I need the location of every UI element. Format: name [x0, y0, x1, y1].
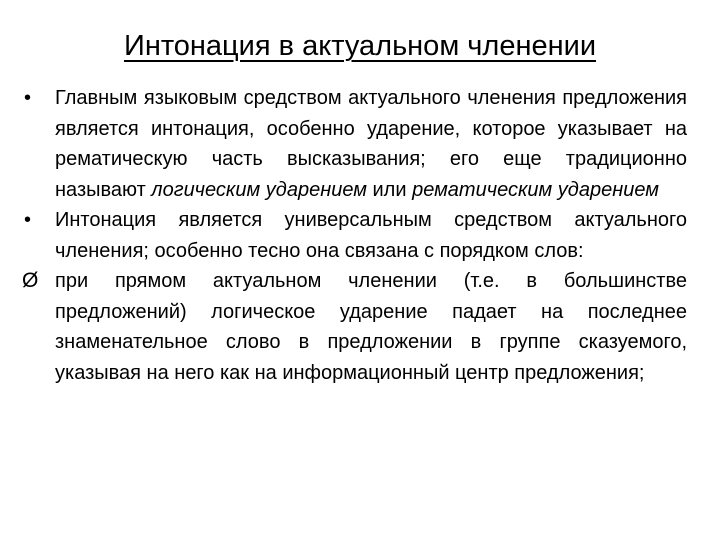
bullet-marker: • [24, 209, 32, 231]
bullet-text-connector: или [366, 178, 413, 201]
slide-title: Интонация в актуальном членении [123, 30, 597, 62]
bullet-text: Интонация является универсальным средством актуального членения; особенно тесно она связана с порядком слов: [55, 209, 687, 262]
bullet-text: при прямом актуальном членении (т.е. в большинстве предложений) логическое ударение падает на последнее знаменательное слово в предложении в группе сказуемого, указывая на него как на информационный центр предложения; [55, 270, 687, 384]
italic-term-rhematic-stress: рематическим ударением [412, 178, 659, 201]
bullet-item-2 [22, 205, 687, 266]
arrow-bullet-icon: Ø [22, 269, 39, 292]
bullet-list [22, 83, 687, 388]
bullet-item-3 [22, 266, 687, 388]
italic-term-logical-stress: логическим ударением [151, 178, 367, 201]
bullet-text: Главным языковым средством актуального членения предложения является интонация, особенно ударение, которое указывает на рематическую часть высказывания; его еще традиционно называют [55, 87, 687, 201]
bullet-marker: • [24, 87, 32, 109]
bullet-item-1 [22, 83, 687, 205]
